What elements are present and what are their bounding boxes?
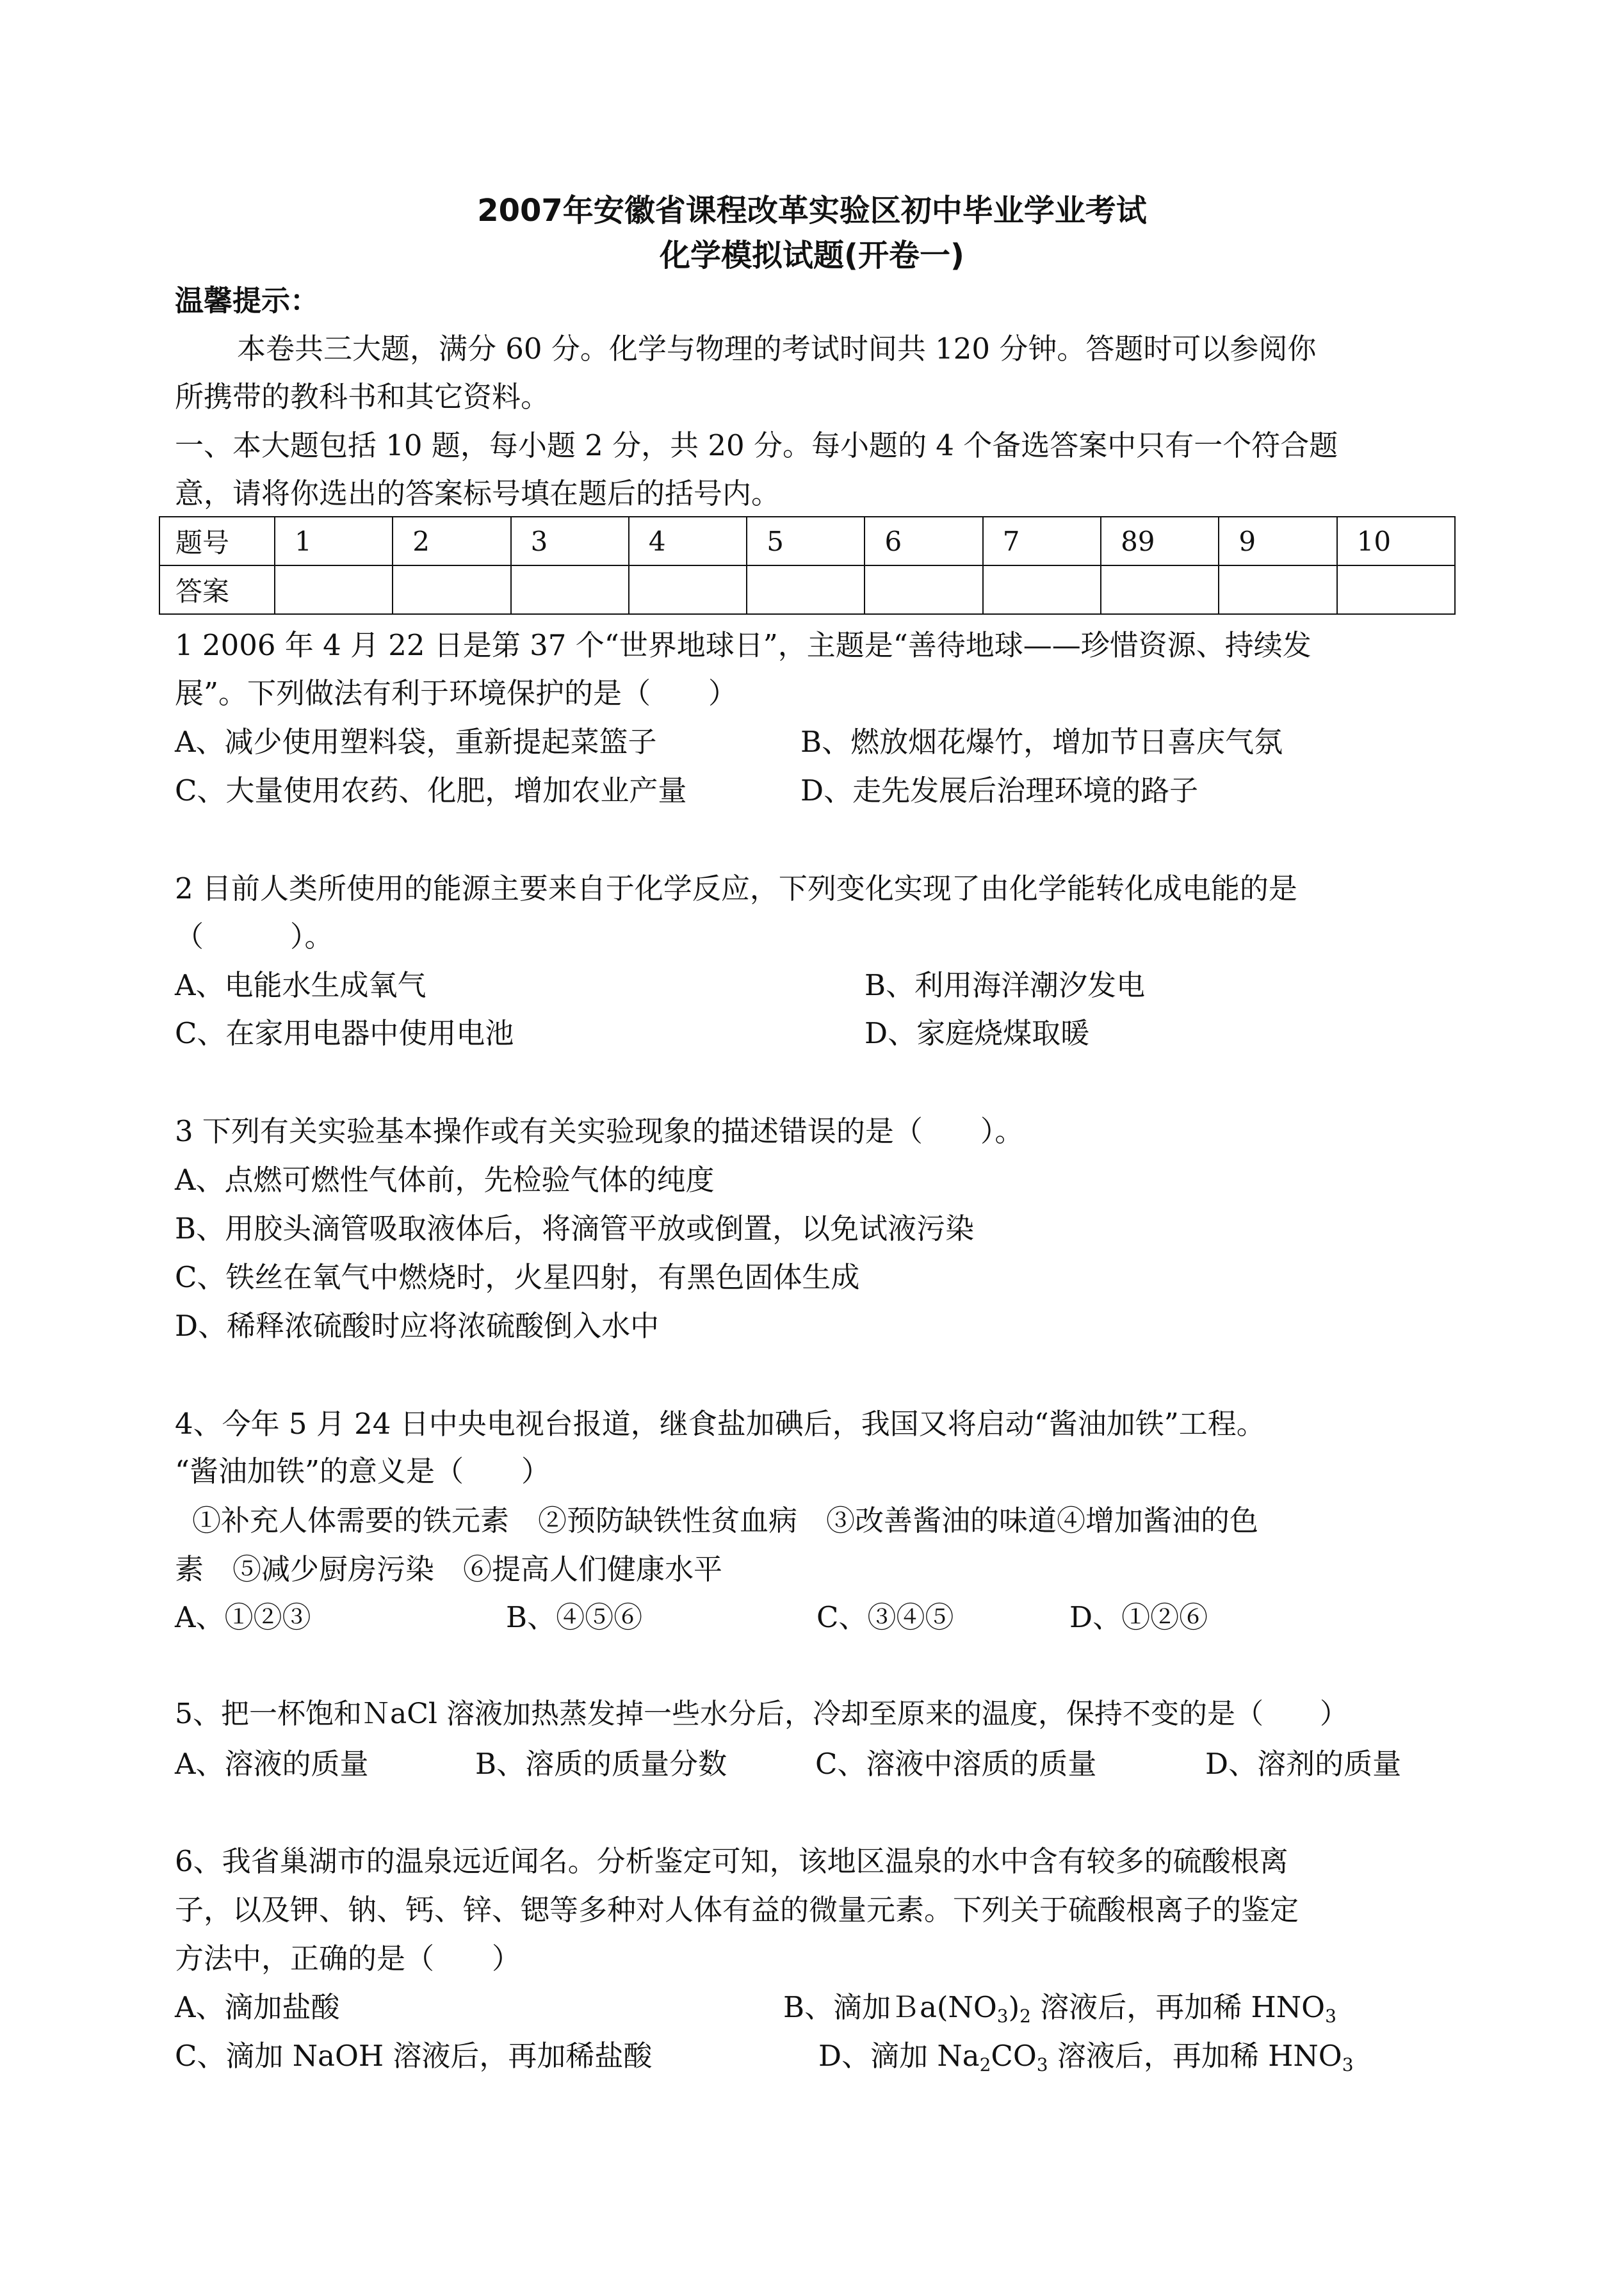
answer-table-number: 4 [629,517,747,565]
exam-title: 2007年安徽省课程改革实验区初中毕业学业考试 [477,193,1147,229]
answer-cell[interactable] [865,565,982,614]
q6-option-b-text: ) [1008,1990,1020,2024]
q1-stem-2: 展”。下列做法有利于环境保护的是（ ） [175,676,738,710]
q6-option-b-subscript: 3 [996,2006,1009,2027]
q4-stem-2: “酱油加铁”的意义是（ ） [175,1454,551,1488]
q3-option-c: C、铁丝在氧气中燃烧时，火星四射，有黑色固体生成 [175,1260,860,1294]
section1-intro-1: 一、本大题包括 10 题，每小题 2 分，共 20 分。每小题的 4 个备选答案中只有一个符合题 [175,428,1338,462]
q6-option-d-subscript: 2 [979,2054,991,2075]
answer-table-number-row [159,517,1455,565]
answer-cell[interactable] [511,565,629,614]
q6-option-d-subscript: 3 [1036,2054,1048,2075]
answer-cell[interactable] [629,565,747,614]
q3-option-b: B、用胶头滴管吸取液体后，将滴管平放或倒置，以免试液污染 [175,1212,975,1245]
answer-table-number: 3 [511,517,629,565]
q5-option-c: C、溶液中溶质的质量 [815,1747,1097,1781]
q2-option-c: C、在家用电器中使用电池 [175,1016,514,1050]
q4-stem-3: ①补充人体需要的铁元素 ②预防缺铁性贫血病 ③改善酱油的味道④增加酱油的色 [192,1504,1259,1537]
section1-intro-2: 意，请将你选出的答案标号填在题后的括号内。 [175,476,781,510]
q2-stem-1: 2 目前人类所使用的能源主要来自于化学反应，下列变化实现了由化学能转化成电能的是 [175,872,1297,905]
q6-stem-1: 6、我省巢湖市的温泉远近闻名。分析鉴定可知，该地区温泉的水中含有较多的硫酸根离 [175,1844,1288,1878]
answer-cell[interactable] [1101,565,1219,614]
q6-stem-2: 子，以及钾、钠、钙、锌、锶等多种对人体有益的微量元素。下列关于硫酸根离子的鉴定 [175,1893,1299,1927]
q1-option-d: D、走先发展后治理环境的路子 [800,774,1199,807]
answer-table-number: 10 [1337,517,1455,565]
q6-option-b-subscript: 2 [1019,2006,1031,2027]
q4-option-c: C、③④⑤ [816,1600,954,1634]
q2-option-d: D、家庭烧煤取暖 [865,1016,1090,1050]
q3-option-a: A、点燃可燃性气体前，先检验气体的纯度 [175,1163,715,1197]
q5-option-a: A、溶液的质量 [175,1747,369,1781]
answer-table-number: 2 [393,517,510,565]
q6-option-b-text: 溶液后，再加稀 HNO [1030,1990,1326,2024]
q1-option-b: B、燃放烟花爆竹，增加节日喜庆气氛 [800,725,1283,759]
answer-cell[interactable] [393,565,510,614]
q4-option-b: B、④⑤⑥ [506,1600,643,1634]
answer-table-answer-label: 答案 [159,565,275,614]
answer-table-number: 9 [1219,517,1336,565]
answer-table-answer-row [159,565,1455,614]
q6-option-d-text: 溶液后，再加稀 HNO [1048,2039,1342,2073]
answer-cell[interactable] [1337,565,1455,614]
q6-option-a: A、滴加盐酸 [175,1990,340,2024]
q3-stem: 3 下列有关实验基本操作或有关实验现象的描述错误的是（ ）。 [175,1114,1024,1148]
answer-cell[interactable] [747,565,865,614]
q6-stem-3: 方法中，正确的是（ ） [175,1942,521,1975]
tips-line-2: 所携带的教科书和其它资料。 [175,380,550,414]
answer-table-number-label: 题号 [159,517,275,565]
tips-heading: 温馨提示： [175,284,320,318]
q4-option-d: D、①②⑥ [1069,1600,1208,1634]
q6-option-d [818,2041,1354,2074]
answer-cell[interactable] [983,565,1101,614]
q5-option-b: B、溶质的质量分数 [475,1747,727,1781]
q6-option-d-subscript: 3 [1342,2054,1354,2075]
q6-option-d-text: CO [991,2039,1037,2073]
q6-option-c: C、滴加 NaOH 溶液后，再加稀盐酸 [175,2039,653,2073]
answer-cell[interactable] [275,565,393,614]
exam-subtitle: 化学模拟试题(开卷一) [660,238,964,273]
q3-option-d: D、稀释浓硫酸时应将浓硫酸倒入水中 [175,1309,660,1343]
answer-cell[interactable] [1219,565,1336,614]
q6-option-b-subscript: 3 [1325,2006,1336,2027]
answer-table-number: 6 [865,517,982,565]
q1-stem-1: 1 2006 年 4 月 22 日是第 37 个“世界地球日”，主题是“善待地球——珍惜资源、持续发 [175,628,1311,662]
q6-option-b [783,1990,1336,2027]
q5-stem: 5、把一杯饱和ＮaCl 溶液加热蒸发掉一些水分后，冷却至原来的温度，保持不变的是（ ） [175,1698,1348,1730]
q1-option-c: C、大量使用农药、化肥，增加农业产量 [175,774,687,807]
q4-stem-1: 4、今年 5 月 24 日中央电视台报道，继食盐加碘后，我国又将启动“酱油加铁”工程。 [175,1407,1265,1441]
answer-table-number: 1 [275,517,393,565]
q2-option-b: B、利用海洋潮汐发电 [865,968,1146,1002]
q4-option-a: A、①②③ [175,1600,311,1634]
q4-stem-4: 素 ⑤减少厨房污染 ⑥提高人们健康水平 [175,1552,723,1586]
q2-stem-2: （ ）。 [175,920,334,953]
answer-table [159,516,1456,615]
answer-table-number: 89 [1101,517,1219,565]
q2-option-a: A、电能水生成氧气 [175,968,426,1002]
tips-line-1: 本卷共三大题，满分 60 分。化学与物理的考试时间共 120 分钟。答题时可以参阅你 [237,332,1317,366]
q6-option-d-text: D、滴加 Na [818,2039,980,2073]
answer-table-number: 7 [983,517,1101,565]
q1-option-a: A、减少使用塑料袋，重新提起菜篮子 [175,725,657,759]
q6-option-b-text: B、滴加Ｂa(NO [783,1990,997,2024]
answer-table-number: 5 [747,517,865,565]
q5-option-d: D、溶剂的质量 [1205,1747,1402,1781]
